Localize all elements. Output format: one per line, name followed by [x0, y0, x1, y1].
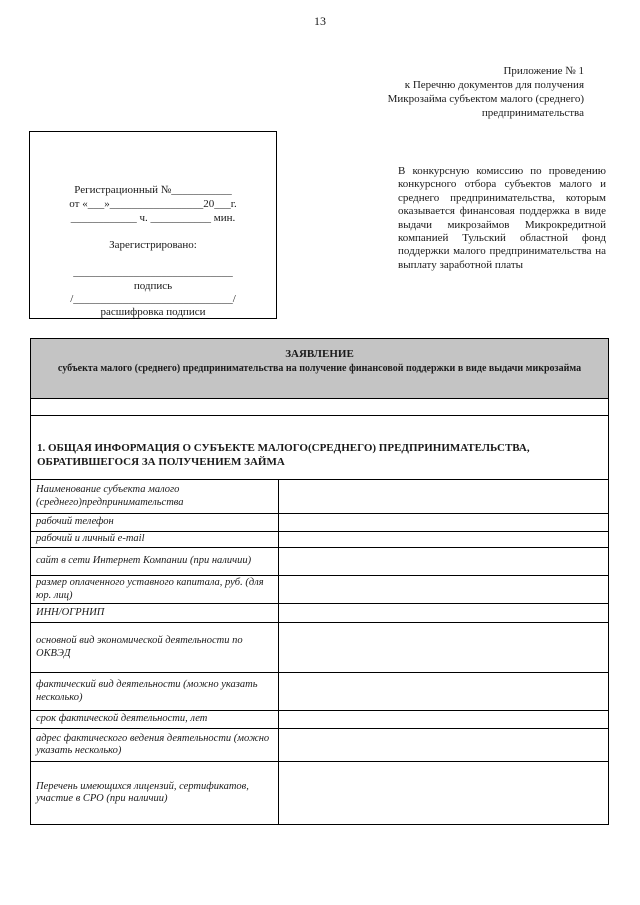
table-row [31, 673, 608, 711]
row-label: основной вид экономической деятельности по ОКВЭД [31, 623, 279, 672]
table-row [31, 514, 608, 532]
row-label: сайт в сети Интернет Компании (при наличии) [31, 548, 279, 575]
row-label: размер оплаченного уставного капитала, руб. (для юр. лиц) [31, 576, 279, 603]
form-subtitle: субъекта малого (среднего) предпринимательства на получение финансовой поддержки в виде выдачи микрозайма [57, 363, 582, 374]
table-row [31, 604, 608, 623]
table-row [31, 532, 608, 548]
row-value-field[interactable] [279, 673, 608, 710]
table-row [31, 576, 608, 604]
row-label: рабочий телефон [31, 514, 279, 531]
row-value-field[interactable] [279, 480, 608, 513]
row-label: срок фактической деятельности, лет [31, 711, 279, 728]
application-form [30, 338, 609, 825]
row-value-field[interactable] [279, 729, 608, 761]
appendix-note [324, 64, 584, 120]
table-row [31, 729, 608, 762]
row-value-field[interactable] [279, 514, 608, 531]
page-number: 13 [314, 14, 326, 28]
row-label: адрес фактического ведения деятельности (можно указать несколько) [31, 729, 279, 761]
row-value-field[interactable] [279, 604, 608, 622]
row-value-field[interactable] [279, 548, 608, 575]
row-label: Наименование субъекта малого (среднего)предпринимательства [31, 480, 279, 513]
registered-label: Зарегистрировано: [109, 239, 197, 251]
form-title: ЗАЯВЛЕНИЕ [285, 348, 354, 360]
signature-decoding-label: расшифровка подписи [100, 306, 206, 318]
row-label: Перечень имеющихся лицензий, сертификатов, участие в СРО (при наличии) [31, 762, 279, 824]
table-row [31, 623, 608, 673]
signature-decoding-field[interactable]: /_____________________________/ [70, 293, 236, 305]
row-label: рабочий и личный e-mail [31, 532, 279, 547]
section-title: 1. ОБЩАЯ ИНФОРМАЦИЯ О СУБЪЕКТЕ МАЛОГО(СРЕДНЕГО) ПРЕДПРИНИМАТЕЛЬСТВА, ОБРАТИВШЕГОСЯ ЗА ПОЛУЧЕНИЕМ ЗАЙМА [31, 416, 608, 480]
appendix-line: к Перечню документов для получения [404, 79, 584, 91]
appendix-line: Микрозайма субъектом малого (среднего) [387, 93, 584, 105]
registration-date-field[interactable]: от «___»_________________20___г. [69, 198, 237, 210]
row-value-field[interactable] [279, 711, 608, 728]
addressee-text: В конкурсную комиссию по проведению конкурсного отбора субъектов малого и среднего предпринимательства, которым оказывается финансовая поддержка в виде выдачи микрозаймов Микрокредитной компанией Тульский областной фонд поддержки малого предпринимательства на выплату заработной платы [398, 165, 606, 271]
row-value-field[interactable] [279, 623, 608, 672]
form-title-band [31, 339, 608, 399]
signature-label: подпись [133, 280, 173, 292]
registration-time-field[interactable]: ____________ ч. ___________ мин. [70, 212, 236, 224]
registration-box [29, 131, 277, 319]
table-row [31, 548, 608, 576]
row-value-field[interactable] [279, 762, 608, 824]
table-row [31, 711, 608, 729]
row-value-field[interactable] [279, 532, 608, 547]
row-label: ИНН/ОГРНИП [31, 604, 279, 622]
table-row [31, 480, 608, 514]
appendix-line: Приложение № 1 [503, 65, 584, 77]
blank-row [31, 399, 608, 416]
signature-field[interactable]: _____________________________ [73, 266, 233, 278]
table-row [31, 762, 608, 824]
row-value-field[interactable] [279, 576, 608, 603]
registration-number-field[interactable]: Регистрационный №___________ [74, 184, 232, 196]
appendix-line: предпринимательства [481, 107, 584, 119]
row-label: фактический вид деятельности (можно указать несколько) [31, 673, 279, 710]
